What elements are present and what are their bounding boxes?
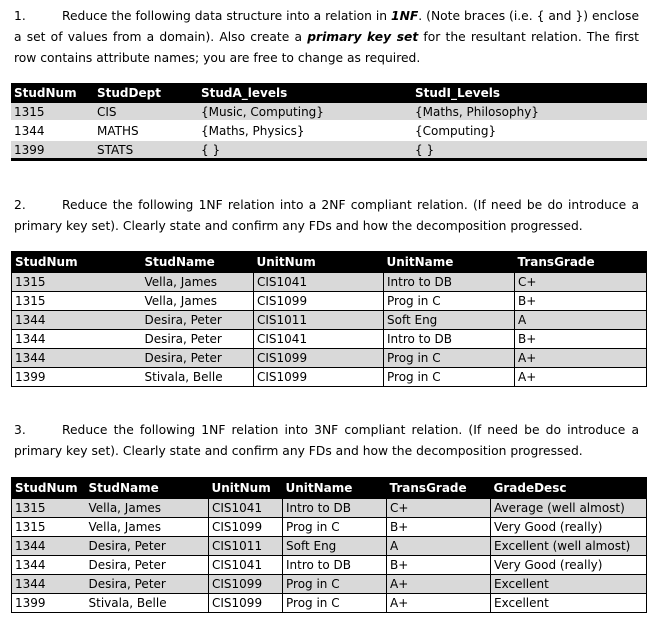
header-cell: UnitNum (254, 252, 384, 273)
table-header-row (12, 478, 647, 499)
table-cell: CIS1011 (209, 537, 283, 556)
table-cell: CIS1041 (209, 556, 283, 575)
table-cell: B+ (515, 330, 647, 349)
table-cell: Prog in C (384, 349, 515, 368)
table-cell: A+ (387, 594, 491, 613)
table-cell: Intro to DB (384, 273, 515, 292)
table-cell: Prog in C (283, 575, 387, 594)
table-row (12, 556, 647, 575)
table-cell: { } (198, 140, 412, 160)
table-cell: Excellent (491, 575, 647, 594)
header-cell: StudNum (12, 252, 142, 273)
table-cell: {Music, Computing} (198, 103, 412, 121)
table-cell: CIS1099 (209, 518, 283, 537)
table-cell: Desira, Peter (142, 349, 254, 368)
table-cell: Desira, Peter (142, 330, 254, 349)
table-row (12, 518, 647, 537)
table-cell: B+ (387, 556, 491, 575)
header-cell: UnitName (283, 478, 387, 499)
table-cell: {Maths, Physics} (198, 121, 412, 140)
table-cell: A+ (387, 575, 491, 594)
table-cell: CIS1041 (209, 499, 283, 518)
table-cell: 1315 (12, 292, 142, 311)
table-cell: 1315 (12, 273, 142, 292)
table-cell: CIS1099 (209, 575, 283, 594)
table-cell: Very Good (really) (491, 518, 647, 537)
table-cell: C+ (515, 273, 647, 292)
table-cell: Very Good (really) (491, 556, 647, 575)
emphasis-1nf: 1NF (391, 9, 419, 23)
table-cell: A+ (515, 349, 647, 368)
table-cell: Prog in C (384, 292, 515, 311)
table-row (12, 273, 647, 292)
emphasis-primary-key-set: primary key set (307, 30, 419, 44)
table-cell: A (515, 311, 647, 330)
table-cell: STATS (94, 140, 198, 160)
table-cell: 1344 (12, 556, 86, 575)
table-cell: Prog in C (384, 368, 515, 387)
table-row (11, 121, 647, 140)
table-cell: {Computing} (412, 121, 647, 140)
table-cell: 1344 (12, 575, 86, 594)
table-cell: Desira, Peter (86, 556, 209, 575)
table-cell: CIS1099 (209, 594, 283, 613)
table-row (11, 103, 647, 121)
table-cell: Excellent (491, 594, 647, 613)
table-cell: Intro to DB (384, 330, 515, 349)
header-cell: StudA_levels (198, 83, 412, 103)
table-header-row (11, 83, 647, 103)
table-cell: Vella, James (142, 273, 254, 292)
table-cell: CIS1099 (254, 368, 384, 387)
table-cell: CIS (94, 103, 198, 121)
header-cell: TransGrade (515, 252, 647, 273)
table-row (12, 349, 647, 368)
table-cell: 1344 (12, 330, 142, 349)
table-cell: Vella, James (142, 292, 254, 311)
table-cell: CIS1041 (254, 330, 384, 349)
question-number: 1. (14, 9, 26, 23)
header-cell: StudName (142, 252, 254, 273)
table-cell: Stivala, Belle (86, 594, 209, 613)
table-cell: Desira, Peter (142, 311, 254, 330)
table-cell: Vella, James (86, 499, 209, 518)
table-cell: 1315 (11, 103, 94, 121)
header-cell: StudDept (94, 83, 198, 103)
question-text: Reduce the following 1NF relation into 3NF compliant relation. (If need be do introduce a primary key set). Clearly state and confirm any FDs and how the decomposition progressed. (14, 423, 639, 458)
table-cell: A (387, 537, 491, 556)
table-cell: 1344 (12, 311, 142, 330)
table-cell: CIS1011 (254, 311, 384, 330)
table-cell: Prog in C (283, 594, 387, 613)
unnormalized-table (11, 83, 647, 161)
header-cell: TransGrade (387, 478, 491, 499)
table-cell: 1344 (12, 349, 142, 368)
table-cell: Soft Eng (283, 537, 387, 556)
table-cell: {Maths, Philosophy} (412, 103, 647, 121)
table-cell: 1344 (12, 537, 86, 556)
table-cell: B+ (515, 292, 647, 311)
table-cell: 1315 (12, 518, 86, 537)
header-cell: StudNum (11, 83, 94, 103)
table-cell: Intro to DB (283, 556, 387, 575)
table-cell: Intro to DB (283, 499, 387, 518)
table-row (12, 499, 647, 518)
question-1: 1. Reduce the following data structure into a relation in 1NF. (Note braces (i.e. { and }) enclose a set of values from a domain). Also create a primary key set for the resultant relation. The first row contains attribute names; you are free to change as required. (14, 6, 639, 69)
table-cell: CIS1099 (254, 349, 384, 368)
table-cell: C+ (387, 499, 491, 518)
table-cell: 1315 (12, 499, 86, 518)
question-3 (14, 420, 639, 462)
table-header-row (12, 252, 647, 273)
table-cell: A+ (515, 368, 647, 387)
question-text: Reduce the following 1NF relation into a 2NF compliant relation. (If need be do introduce a primary key set). Clearly state and confirm any FDs and how the decomposition progressed. (14, 198, 639, 233)
table-row (12, 368, 647, 387)
table-row (12, 594, 647, 613)
table-row (11, 140, 647, 160)
table-cell: CIS1041 (254, 273, 384, 292)
table-cell: Stivala, Belle (142, 368, 254, 387)
header-cell: StudI_Levels (412, 83, 647, 103)
table-cell: Average (well almost) (491, 499, 647, 518)
table-cell: 1399 (12, 594, 86, 613)
question-2 (14, 195, 639, 237)
header-cell: UnitNum (209, 478, 283, 499)
table-row (12, 537, 647, 556)
table-cell: Desira, Peter (86, 537, 209, 556)
table-cell: CIS1099 (254, 292, 384, 311)
1nf-to-3nf-table (11, 477, 647, 613)
header-cell: UnitName (384, 252, 515, 273)
table-row (12, 575, 647, 594)
table-row (12, 311, 647, 330)
1nf-to-2nf-table (11, 251, 647, 387)
table-cell: B+ (387, 518, 491, 537)
table-row (12, 330, 647, 349)
question-number: 3. (14, 423, 26, 437)
table-cell: Desira, Peter (86, 575, 209, 594)
header-cell: StudName (86, 478, 209, 499)
table-cell: 1399 (12, 368, 142, 387)
table-cell: Vella, James (86, 518, 209, 537)
header-cell: GradeDesc (491, 478, 647, 499)
table-row (12, 292, 647, 311)
table-cell: 1399 (11, 140, 94, 160)
table-cell: MATHS (94, 121, 198, 140)
table-cell: { } (412, 140, 647, 160)
table-cell: Soft Eng (384, 311, 515, 330)
table-cell: Prog in C (283, 518, 387, 537)
header-cell: StudNum (12, 478, 86, 499)
table-cell: Excellent (well almost) (491, 537, 647, 556)
question-number: 2. (14, 198, 26, 212)
table-cell: 1344 (11, 121, 94, 140)
